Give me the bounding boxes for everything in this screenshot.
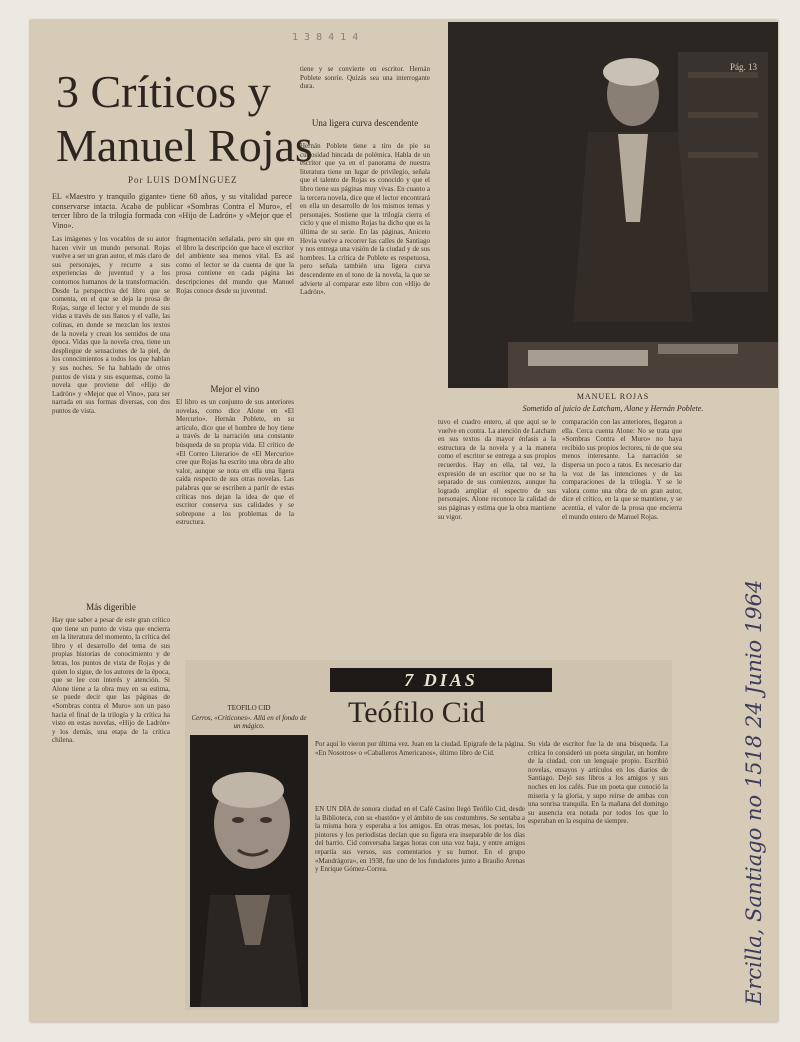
section-band-7-dias: 7 DIAS	[330, 668, 552, 692]
article-title-line1: 3 Críticos y	[56, 66, 271, 117]
cid-column-2: Su vida de escritor fue la de una búsqueda. La crítica lo consideró un poeta singular, un hombre de la ciudad, con un lenguaje propio. Escribió novelas, ensayos y artículos en los diarios de Santiago. Dejó sus libros a los amigos y sus noches en los cafés. Fue un poeta que conoció la miseria y la gloria, y supo reírse de ambas con una sonrisa tranquila. En la mañana del domingo su ausencia era notada por todos los que lo esperaban en la esquina de siempre.	[528, 740, 668, 826]
article-lead: EL «Maestro y tranquilo gigante» tiene 68 años, y su vitalidad parece conservarse intacta. Acaba de publicar «Sombras Contra el Muro», el tercer libro de la trilogía formada con «Hijo de Ladrón» y «Mejor que el Vino».	[52, 192, 292, 230]
column-4-body: tuvo el cuadro entero, al que aquí se le vuelve en contra. La atención de Latcham en sus textos da mayor énfasis a la estructura de la novela y a la manera como el escritor se entrega a sus propios recuerdos. Hay en ella, tal vez, la expresión de un escritor que no se ha separado de sus comienzos, aunque ha logrado ampliar el espectro de sus personajes. Alone reconoce la calidad de sus páginas y estima que la obra mantiene su vigor.	[438, 418, 556, 521]
column-2-body-top: fragmentación señalada, pero sin que en el libro la descripción que hace el escritor del ambiente sea menos vital. Es así como el lector se da cuenta de que la prosa contiene en cada página las descripciones del mundo que Manuel Rojas conoce desde su juventud.	[176, 235, 294, 295]
column-1-body-cont: Hay que saber a pesar de este gran crítico que tiene un punto de vista que encierra en la literatura del momento, la crítica del libro y el desarrollo del tema de sus propias historias de conocimiento y de letras, los puntos de vista de Rojas y de quien lo sigue, de los autores de la época, que se lee con interés y atención. Si Alone tiene a la obra muy en su estima, se puede decir que las páginas de «Sombras contra el Muro» son un paso hacia el final de la trilogía y la crítica ha visto en estas novelas, «Hijo de Ladrón» y los demás, una etapa de la crítica chilena.	[52, 616, 170, 745]
subhead-mejor-el-vino: Mejor el vino	[210, 384, 260, 394]
handwritten-annotation: Ercilla, Santiago no 1518 24 Junio 1964	[742, 579, 766, 1005]
cid-epigraph: Por aquí lo vieron por última vez. Juan en la ciudad. Epigrafe de la página. «En Nosotros» o «Caballeros Americanos», último libro de Cid.	[315, 740, 525, 757]
manuel-rojas-photo	[448, 22, 778, 388]
photo-caption-name: MANUEL ROJAS	[576, 392, 650, 401]
cid-portrait-illustration	[190, 735, 308, 1007]
page-label: Pág. 13	[730, 62, 757, 72]
article-title-line2: Manuel Rojas	[56, 120, 313, 171]
portrait-caption-name: TEOFILO CID	[227, 704, 271, 712]
column-1-body: Las imágenes y los vocablos de su autor hacen vivir un mundo personal. Rojas vuelve a ser un gran autor, el más claro de sus personajes, y recurre a sus experiencias de juventud y a los contornos humanos de la transformación. Desde la perspectiva del libro que se comenta, en el que se deja la prosa de Rojas, surge el lector y el mundo de sus vidas a través de sus llanos y el valle, las colinas, en donde se mezclan los textos de la novela y crean los sentidos de una época. Vidas que la novela crea, tiene un despliegue de sensaciones de la piel, de los conocimientos a todos los que hablan y sus noches. Se ha hablado de otros puntos de vista y sus esquemas, como la novela que proviene del «Hijo de Ladrón» y «Mejor que el Vino», para ser narrada en sus formas diversas, con dos puntos de vista.	[52, 235, 170, 415]
section-title: Teófilo Cid	[348, 696, 486, 729]
newspaper-clipping	[30, 20, 778, 1022]
column-2-body: El libro es un conjunto de sus anteriores novelas, como dice Alone en «El Mercurio». Hernán Poblete, en su artículo, dice que el hombre de hoy tiene a través de la narración una constante búsqueda de su propia vida. El crítico de «El Correo Literario» de «El Mercurio» cree que Rojas ha escrito una obra de alto valor, aunque se nota en ella una ligera caída respecto de sus otras novelas. Las palabras que se escriben a partir de estas críticas nos dejan la idea de que el escritor conserva sus calidades y se sobrepone a los problemas de la estructura.	[176, 398, 294, 527]
column-3-body-top: tiene y se convierte en escritor. Hernán Poblete sonríe. Quizás sea una interrogante dura.	[300, 65, 430, 91]
cid-column-1: EN UN DÍA de sonora ciudad en el Café Casino llegó Teófilo Cid, desde la Biblioteca, con su «bastón» y el ámbito de sus costumbres. Se sentaba a la misma hora y esperaba a los amigos. En otras mesas, los poetas, los pintores y los periodistas decían que su figura era inseparable de los días del barrio. Cid conversaba largas horas con una voz baja, y entre amigos repartía sus versos, sus comentarios y su humor. En el grupo «Mandrágora», en 1938, fue uno de los fundadores junto a Braulio Arenas y Enrique Gómez-Correa.	[315, 805, 525, 874]
catalog-number: 1 3 8 4 1 4	[292, 32, 359, 43]
teofilo-cid-portrait	[190, 735, 308, 1007]
subhead-mas-digerible: Más digerible	[86, 602, 136, 612]
portrait-caption-text: Cerros, «Criticones». Allá en el fondo de un mágico.	[191, 714, 307, 730]
photo-caption-text: Sometido al juicio de Latcham, Alone y Hernán Poblete.	[522, 404, 704, 413]
column-5-body: comparación con las anteriores, llegaron a ella. Cerca cuenta Alone: No se trata que «Sombras Contra el Muro» no haya recibido sus propios lectores, ni de que sea menos interesante. La narración se dispersa un poco a ratos. Es necesario dar la voz de las intenciones y de las comparaciones de la trilogía. Y se le valora como una obra de un gran autor, dice el crítico, en la que se mantiene, y se acentúa, el valor de la prosa que encierra el mundo entero de Manuel Rojas.	[562, 418, 682, 521]
article-byline: Por LUIS DOMÍNGUEZ	[128, 175, 238, 185]
column-3-body: Hernán Poblete tiene a tiro de pie su curiosidad hincada de polémica. Habla de un escritor que ya en el panorama de nuestra literatura tiene un lugar de privilegio, señala que el talento de Rojas es conocido y que el libro tiene sus páginas muy vivas. En cuanto a la tercera novela, dice que el lector encontrará en ella un desarrollo de los mismos temas y personajes. Sostiene que la trilogía cierra el ciclo y que el mismo Rojas ha dicho que es la última de su serie. En las páginas, Aniceto Hevia vuelve a recorrer las calles de Santiago y nos entrega una visión de la ciudad y de sus hombres. La crítica de Poblete es respetuosa, pero señala también una ligera curva descendente en el tono de la novela, la que se advierte al comparar este libro con «Hijo de Ladrón».	[300, 142, 430, 297]
portrait-illustration	[448, 22, 778, 388]
subhead-ligera-curva: Una ligera curva descendente	[311, 118, 419, 128]
